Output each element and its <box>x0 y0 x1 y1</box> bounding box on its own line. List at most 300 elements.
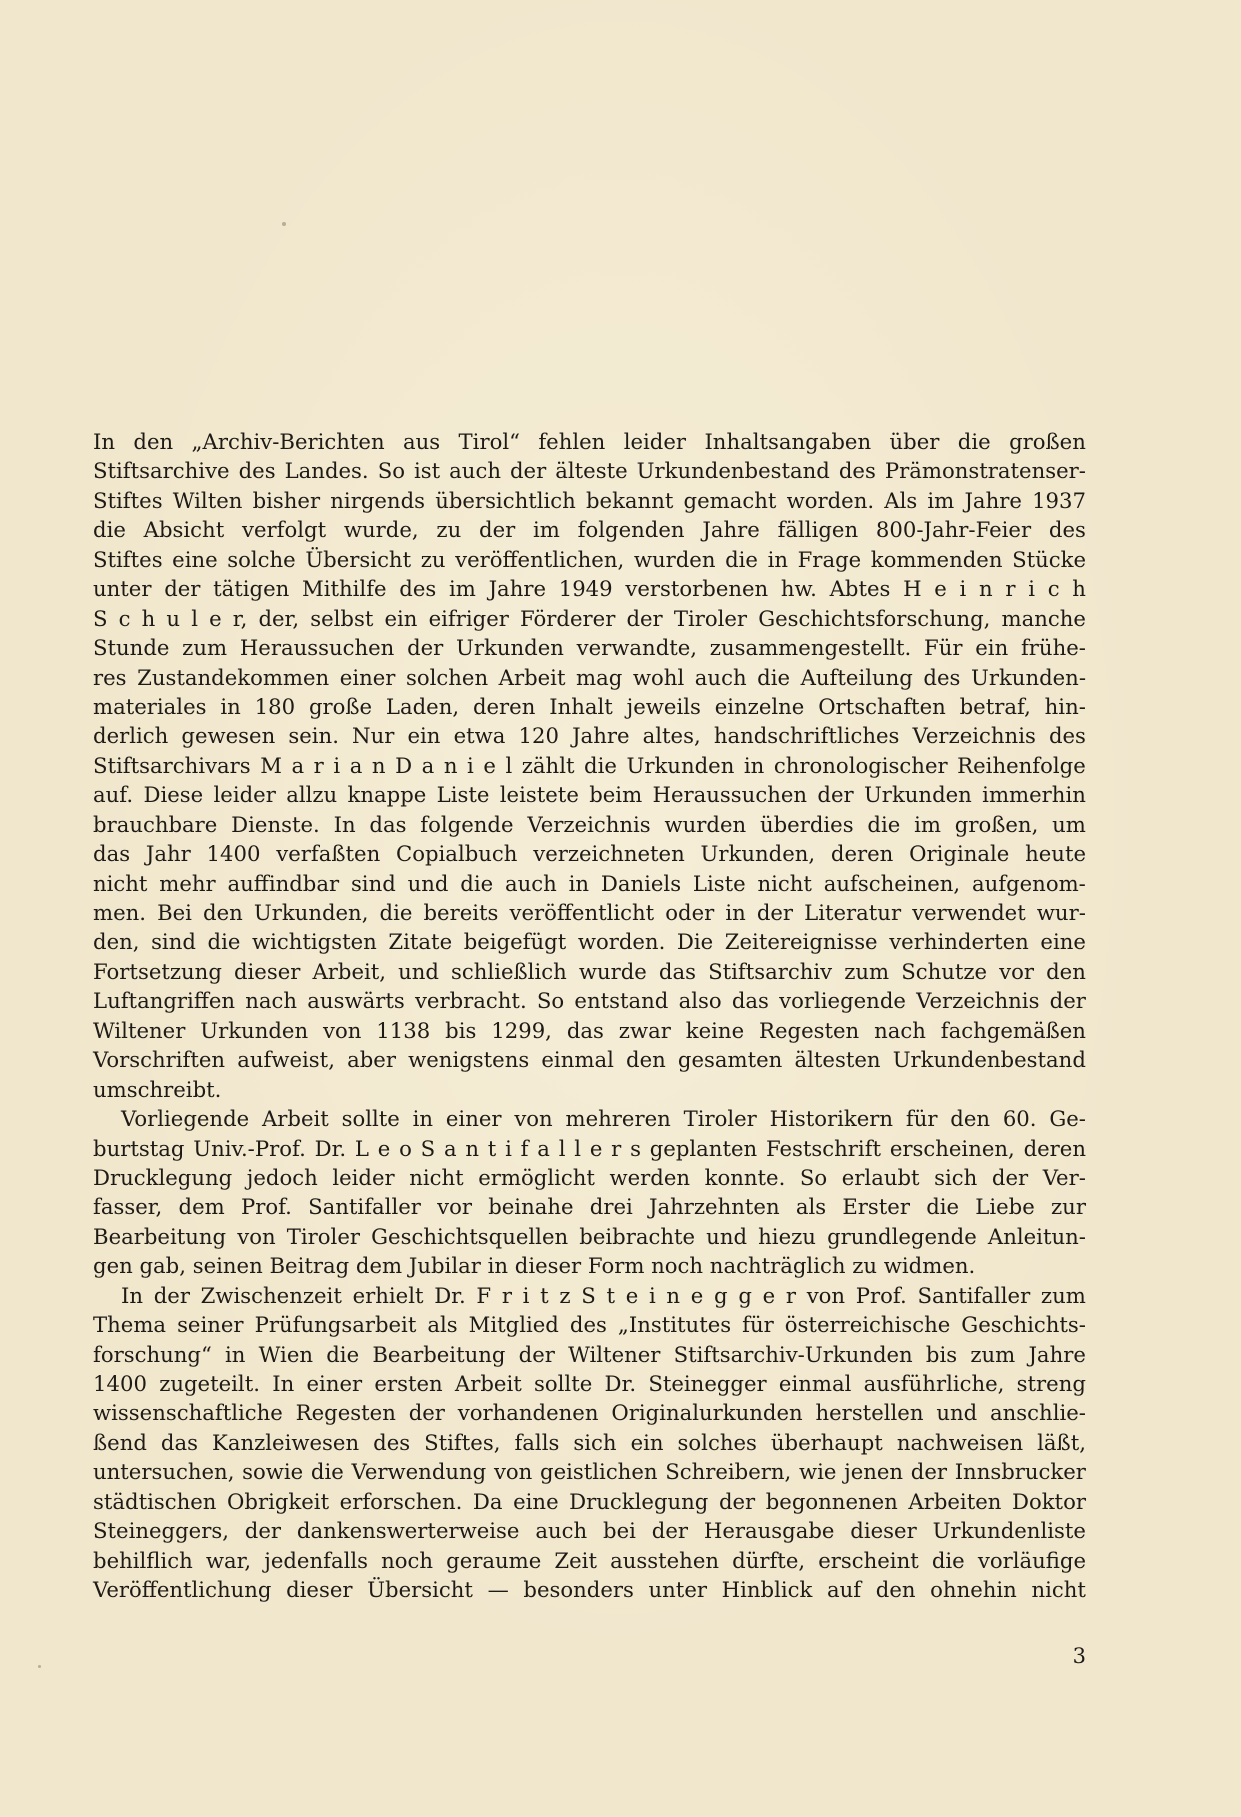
word: eine <box>172 546 218 572</box>
text-line <box>93 574 1086 603</box>
word: dankenswerterweise <box>296 1518 520 1544</box>
paper-speck <box>38 1665 41 1668</box>
word: Prüfungsarbeit <box>254 1312 417 1338</box>
word: ein <box>384 605 418 631</box>
word: Bearbeitung <box>372 1341 506 1367</box>
word: Regesten <box>759 1017 860 1043</box>
word: den <box>626 1047 666 1073</box>
word: worden. <box>786 487 875 513</box>
word: überdies <box>759 811 854 837</box>
word: der <box>651 1518 688 1544</box>
word: leistete <box>499 782 579 808</box>
word: Literatur <box>804 900 902 925</box>
word: geplanten <box>649 1135 758 1161</box>
word: Stiftsarchiv <box>708 958 833 984</box>
word: Inhaltsangaben <box>704 429 872 454</box>
word: Wiltener <box>568 1341 661 1367</box>
word: und <box>398 958 439 984</box>
word: Hinblick <box>721 1577 813 1603</box>
word: die <box>326 1341 360 1367</box>
text-line <box>93 663 1086 692</box>
word: In <box>93 429 116 454</box>
word: l <box>558 1135 566 1161</box>
word: die <box>867 811 901 837</box>
word: etwa <box>453 723 506 749</box>
text-line <box>93 1546 1086 1575</box>
word: behilflich <box>93 1547 193 1573</box>
word: Arbeiten <box>908 1488 1002 1514</box>
word: erhielt <box>352 1282 424 1308</box>
word: 1299, <box>491 1017 552 1043</box>
word: ermöglicht <box>478 1164 595 1190</box>
text-line <box>93 692 1086 721</box>
word: r <box>501 1282 512 1308</box>
text-line <box>93 633 1086 662</box>
word: der <box>407 635 444 661</box>
word: das <box>731 988 769 1014</box>
word: Ver- <box>1042 1164 1086 1190</box>
word: mehreren <box>565 1106 671 1132</box>
text-line <box>93 1192 1086 1221</box>
word: wurden <box>664 811 747 837</box>
word: verbracht. <box>414 988 527 1014</box>
word: a <box>537 1135 550 1161</box>
word: untersuchen, <box>93 1459 235 1485</box>
word: in <box>568 870 590 896</box>
word: ist <box>413 458 441 484</box>
word: des <box>569 1312 607 1338</box>
word: Daniels <box>600 870 682 896</box>
word: In <box>272 1371 295 1396</box>
word: Frage <box>797 546 862 572</box>
word: Verwendung <box>351 1459 487 1485</box>
word: materiales <box>93 693 207 719</box>
word: Stiftes <box>93 487 163 513</box>
word: frühe- <box>1020 635 1086 661</box>
word: Tiroler <box>683 1106 757 1132</box>
word: Stiftsarchive <box>93 458 230 484</box>
word: österreichische <box>784 1312 951 1338</box>
text-line <box>93 604 1086 633</box>
word: Schutze <box>901 958 988 984</box>
text-line <box>93 1134 1086 1163</box>
word: des <box>838 458 876 484</box>
word: verhinderten <box>889 929 1029 955</box>
word: ein <box>975 635 1009 661</box>
text-line <box>93 839 1086 868</box>
word: S <box>93 605 108 631</box>
word: wie <box>798 1459 837 1485</box>
word: 1949 <box>558 576 613 602</box>
word: Heraussuchen <box>652 782 808 808</box>
word: Abtes <box>829 576 891 602</box>
word: das <box>160 1429 198 1455</box>
word: sind <box>350 870 396 896</box>
word: zusammengestellt. <box>709 635 912 661</box>
word: zum <box>970 1341 1016 1367</box>
word: forschung“ <box>93 1341 212 1367</box>
text-line <box>93 1075 1086 1104</box>
word: nach <box>245 988 298 1014</box>
word: l <box>574 1135 582 1161</box>
text-line <box>93 1398 1086 1427</box>
word: dieser <box>233 958 301 984</box>
text-line <box>93 1369 1086 1398</box>
word: „Institutes <box>617 1312 732 1338</box>
word: i <box>333 752 341 778</box>
word: men. <box>93 900 147 925</box>
word: ein <box>407 723 441 749</box>
word: der <box>756 900 794 925</box>
word: und <box>706 1223 748 1249</box>
word: die <box>93 517 126 543</box>
word: derlich <box>93 723 169 749</box>
word: jedenfalls <box>264 1547 369 1573</box>
word: S <box>581 1282 596 1308</box>
word: 1138 <box>376 1017 431 1043</box>
word: dieser <box>850 1518 917 1544</box>
word: beim <box>589 782 643 808</box>
word: wurde, <box>343 517 419 543</box>
word: s <box>630 1135 641 1161</box>
word: n <box>371 752 386 778</box>
word: 800-Jahr-Feier <box>875 517 1032 543</box>
word: a <box>443 1135 457 1161</box>
text-line <box>93 486 1086 515</box>
word: jedoch <box>246 1164 318 1190</box>
word: des <box>238 458 276 484</box>
word: zur <box>1051 1194 1086 1220</box>
word: gesamten <box>677 1047 783 1073</box>
word: Schreibern, <box>665 1459 792 1485</box>
word: einer <box>306 1371 363 1396</box>
word: großen <box>1009 429 1086 454</box>
word: o <box>399 1135 412 1161</box>
word: Urkunden, <box>700 841 816 867</box>
word: Bei <box>157 900 192 925</box>
word: bisher <box>252 487 321 513</box>
word: im <box>448 576 476 602</box>
word: sollte <box>534 1371 593 1396</box>
page-number: 3 <box>1072 1644 1086 1668</box>
word: veröffentlichen, <box>455 546 625 572</box>
word: Urkundenbestand <box>636 458 830 484</box>
word: werden <box>609 1164 691 1190</box>
word: Tirol“ <box>458 429 520 454</box>
text-line <box>93 1104 1086 1133</box>
word: sich <box>573 1429 617 1455</box>
word: Zwischenzeit <box>200 1282 342 1308</box>
word: burtstag <box>93 1135 185 1161</box>
word: nicht <box>1031 1577 1086 1603</box>
word: seiner <box>177 1312 244 1338</box>
word: Originalurkunden <box>611 1400 803 1426</box>
paper-speck <box>282 222 286 226</box>
text-line <box>93 1457 1086 1486</box>
word: tätigen <box>213 576 290 602</box>
word: Urkundenbestand <box>892 1047 1086 1073</box>
word: i <box>522 1282 530 1308</box>
word: die <box>310 1459 344 1485</box>
word: erlaubt <box>841 1164 920 1190</box>
word: Prof. <box>855 1282 907 1308</box>
word: Regesten <box>295 1400 396 1426</box>
word: unter <box>93 576 152 602</box>
text-line <box>93 810 1086 839</box>
word: der <box>479 517 516 543</box>
word: deren <box>830 841 894 867</box>
word: Nur <box>352 723 395 749</box>
text-line <box>93 1428 1086 1457</box>
word: beinahe <box>488 1194 574 1220</box>
word: verzeichneten <box>533 841 685 867</box>
word: deren <box>1023 1135 1086 1161</box>
word: wurden <box>633 546 716 572</box>
word: sein. <box>288 723 339 749</box>
word: F <box>476 1282 492 1308</box>
word: n <box>666 1282 681 1308</box>
word: für <box>742 1312 774 1338</box>
word: So <box>377 458 405 484</box>
word: Urkunden <box>863 782 972 808</box>
word: e <box>762 1282 776 1308</box>
word: a <box>291 752 305 778</box>
word: erforschen. <box>339 1488 463 1514</box>
word: ßend <box>93 1429 147 1455</box>
word: ersten <box>374 1371 443 1396</box>
word: einmal <box>778 1371 852 1396</box>
word: auf. <box>93 782 134 808</box>
word: große <box>308 693 373 719</box>
word: unter <box>648 1577 707 1603</box>
word: 1400 <box>93 1371 147 1396</box>
word: Diese <box>143 782 204 808</box>
word: In <box>121 1282 144 1308</box>
word: Tiroler <box>286 1223 360 1249</box>
word: besonders <box>523 1577 634 1603</box>
word: schließlich <box>451 958 567 984</box>
word: c <box>118 605 131 631</box>
word: des <box>1048 723 1086 749</box>
text-line <box>93 721 1086 750</box>
word: So <box>536 988 565 1014</box>
text-line <box>93 1340 1086 1369</box>
word: Verzeichnis <box>912 723 1036 749</box>
word: bereits <box>423 900 499 925</box>
word: auch <box>535 1518 588 1544</box>
text-line <box>93 780 1086 809</box>
word: von <box>237 1223 276 1249</box>
word: veröffentlicht <box>509 900 655 925</box>
word: der <box>518 1341 555 1367</box>
word: im <box>927 487 955 513</box>
word: i <box>1028 576 1036 602</box>
word: einmal <box>541 1047 614 1073</box>
word: auswärts <box>307 988 405 1014</box>
word: eifriger <box>428 605 509 631</box>
word: begonnenen <box>765 1488 898 1514</box>
word: nicht <box>93 870 148 896</box>
word: aufweist, <box>237 1047 335 1073</box>
text-line <box>93 1487 1086 1516</box>
word: Mitglied <box>468 1312 559 1338</box>
word: erscheinen, <box>889 1135 1015 1161</box>
text-line <box>93 1281 1086 1310</box>
word: dürfte, <box>732 1547 806 1573</box>
word: Ge- <box>1049 1106 1086 1132</box>
word: knappe <box>347 782 427 808</box>
word: Förderer <box>520 605 616 631</box>
word: jenen <box>844 1459 904 1485</box>
word: übersichtlich <box>435 487 576 513</box>
word: auch <box>694 664 747 690</box>
word: Geschichts- <box>961 1312 1086 1338</box>
word: läßt, <box>1037 1429 1086 1455</box>
word: als <box>795 1194 827 1220</box>
word: dieser <box>286 1577 353 1603</box>
word: aufscheinen, <box>823 870 961 896</box>
word: Kanzleiwesen <box>212 1429 360 1455</box>
word: e <box>209 605 222 631</box>
word: Zeit <box>554 1547 597 1573</box>
word: hiezu <box>758 1223 816 1249</box>
word: solchen <box>405 664 489 690</box>
word: 1400 <box>206 841 261 867</box>
word: Jahre <box>964 487 1022 513</box>
word: nachweisen <box>896 1429 1024 1455</box>
word: verwendet <box>912 900 1026 925</box>
word: altes, <box>642 723 701 749</box>
word: Die <box>676 929 714 955</box>
word: die <box>757 664 791 690</box>
word: zwar <box>618 1017 671 1043</box>
word: ein <box>630 1429 664 1455</box>
word: Urkundenliste <box>932 1518 1086 1544</box>
word: geistlichen <box>540 1459 658 1485</box>
word: t <box>487 1135 497 1161</box>
word: deren <box>472 693 536 719</box>
word: den <box>1046 958 1086 984</box>
word: anschlie- <box>990 1400 1086 1426</box>
word: sich <box>934 1164 978 1190</box>
word: Jahre <box>702 517 760 543</box>
word: Urkunden <box>200 1017 309 1043</box>
word: Fortsetzung <box>93 958 222 984</box>
word: Dr. <box>434 1282 466 1308</box>
word: Mithilfe <box>302 576 387 602</box>
word: eine <box>1040 929 1086 955</box>
word: Historikern <box>769 1106 894 1132</box>
word: überhaupt <box>770 1429 883 1455</box>
word: Liste <box>436 782 490 808</box>
word: beibrachte <box>579 1223 696 1249</box>
word: war, <box>205 1547 252 1573</box>
word: Jahrzehnten <box>649 1194 780 1220</box>
word: den <box>203 900 243 925</box>
word: Santifaller <box>308 1194 421 1220</box>
word: Arbeit <box>261 1106 329 1132</box>
word: und <box>407 870 449 896</box>
word: bekannt <box>585 487 674 513</box>
word: Wilten <box>172 487 243 513</box>
word: selbst <box>310 605 374 631</box>
text-line <box>93 898 1086 927</box>
word: konnte. <box>704 1164 786 1190</box>
word: keine <box>685 1017 745 1043</box>
word: des <box>1048 517 1086 543</box>
word: das <box>369 811 407 837</box>
word: eine <box>513 1488 559 1514</box>
word: kommenden <box>870 546 1003 572</box>
word: beigefügt <box>463 929 567 955</box>
word: Jahre <box>488 576 547 602</box>
word: zu <box>436 517 462 543</box>
word: auf <box>827 1577 862 1603</box>
word: e <box>377 1135 391 1161</box>
word: das <box>93 841 131 867</box>
word: also <box>678 988 722 1014</box>
word: Verzeichnis <box>527 811 651 837</box>
word: M <box>260 752 282 778</box>
word: Herausgabe <box>703 1518 835 1544</box>
word: Originale <box>909 841 1010 867</box>
word: nirgends <box>330 487 426 513</box>
text-line <box>93 986 1086 1015</box>
word: n <box>465 1135 480 1161</box>
word: e <box>625 1282 639 1308</box>
word: sollte <box>341 1106 400 1132</box>
word: mehr <box>159 870 216 896</box>
word: 1937 <box>1032 487 1086 513</box>
word: auch <box>504 870 557 896</box>
word: verwandte, <box>576 635 698 661</box>
word: betraf, <box>959 693 1031 719</box>
word: Urkunden, <box>253 900 369 925</box>
word: grundlegende <box>827 1223 977 1249</box>
text-line <box>93 1045 1086 1074</box>
word: herstellen <box>815 1400 924 1426</box>
word: i <box>505 1135 512 1161</box>
word: 120 <box>518 723 559 749</box>
word: den, <box>93 929 140 955</box>
word: Thema <box>93 1312 167 1338</box>
line-text: gen gab, seinen Beitrag dem Jubilar in dieser Form noch nachträglich zu widmen. <box>93 1253 976 1279</box>
word: Geschichtsforschung, <box>758 605 991 631</box>
word: r <box>611 1135 622 1161</box>
word: die <box>207 929 241 955</box>
word: den <box>950 1106 991 1132</box>
word: i <box>648 1282 656 1308</box>
word: Liebe <box>975 1194 1035 1220</box>
word: einer <box>445 1106 502 1132</box>
word: Stiftsarchiv-Urkunden <box>673 1341 913 1367</box>
word: des <box>399 576 437 602</box>
text-line <box>93 1516 1086 1545</box>
text-line <box>93 1310 1086 1339</box>
word: um <box>1052 811 1086 837</box>
word: Wien <box>258 1341 314 1367</box>
line-text: umschreibt. <box>93 1076 222 1102</box>
word: folgende <box>420 811 514 837</box>
word: u <box>166 605 181 631</box>
word: die <box>957 429 991 454</box>
word: i <box>959 576 967 602</box>
word: auch <box>449 458 501 484</box>
word: heute <box>1025 841 1086 867</box>
word: Urkunden <box>456 635 564 661</box>
word: ausführliche, <box>863 1371 1005 1396</box>
word: nach <box>874 1017 926 1043</box>
